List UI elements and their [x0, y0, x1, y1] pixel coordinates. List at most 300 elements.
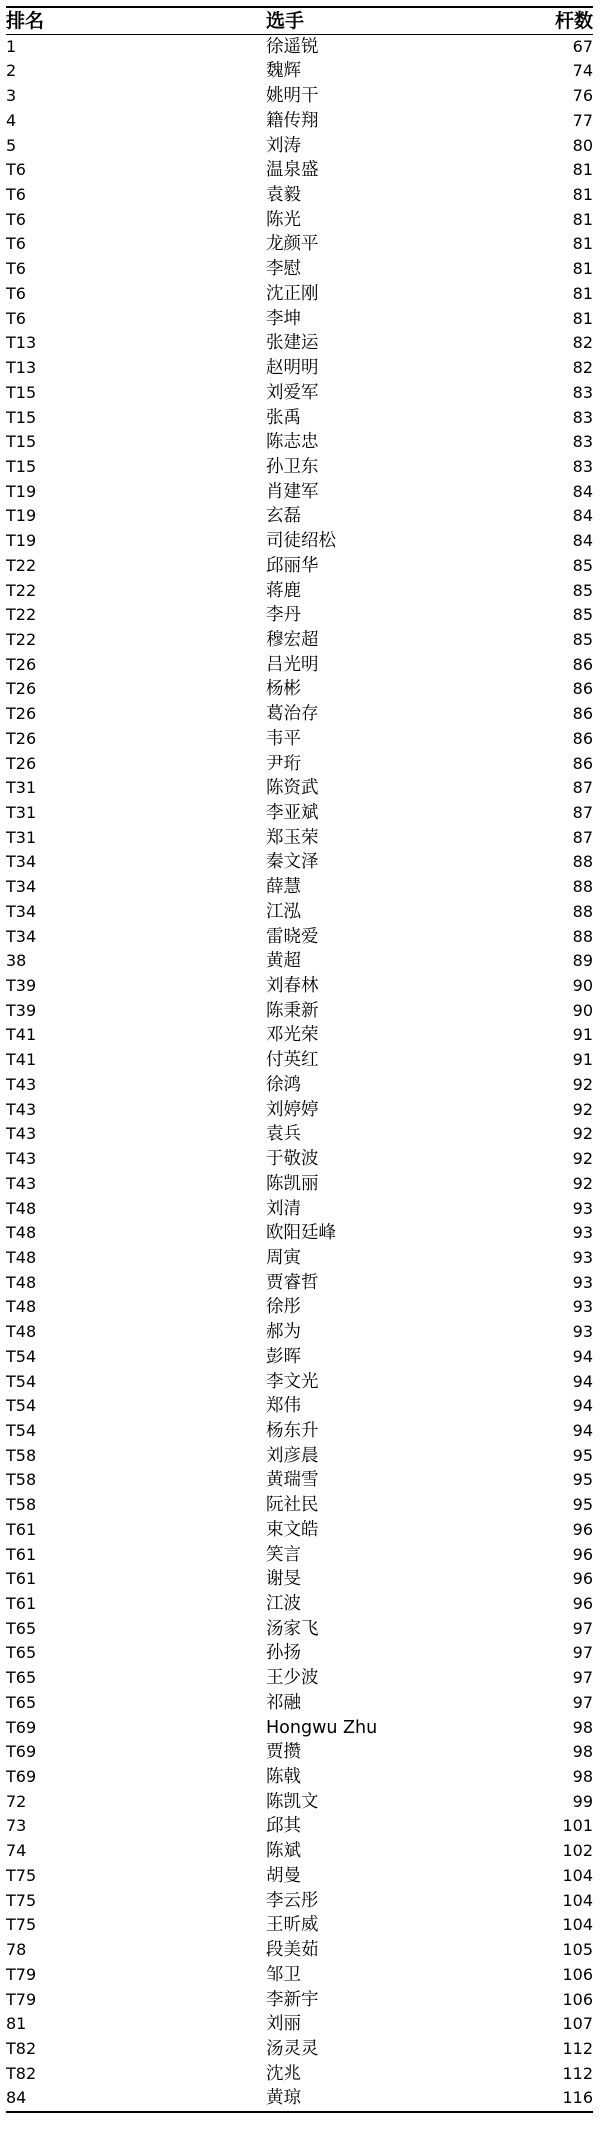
cell-rank: T48	[6, 1322, 37, 1342]
cell-rank: T39	[6, 1000, 37, 1020]
cell-rank: T15	[6, 456, 37, 476]
header-strokes: 杆数	[526, 9, 593, 34]
cell-rank: T6	[6, 259, 26, 279]
cell-player: 刘涛	[266, 135, 301, 156]
cell-strokes: 86	[572, 679, 593, 699]
table-row	[6, 1023, 593, 1048]
cell-player: 赵明明	[266, 358, 319, 379]
cell-rank: T58	[6, 1445, 37, 1465]
cell-player: 沈正刚	[266, 283, 319, 304]
table-row	[6, 752, 593, 777]
cell-player: 肖建军	[266, 481, 319, 502]
cell-rank: T26	[6, 704, 37, 724]
cell-strokes: 97	[572, 1668, 593, 1688]
table-row	[6, 1765, 593, 1790]
cell-strokes: 102	[562, 1841, 593, 1861]
table-row	[6, 1963, 593, 1988]
cell-strokes: 86	[572, 753, 593, 773]
table-row	[6, 875, 593, 900]
cell-player: 王少波	[266, 1668, 319, 1689]
cell-player: 李文光	[266, 1371, 319, 1392]
table-row	[6, 257, 593, 282]
table-row	[6, 1790, 593, 1815]
table-row	[6, 504, 593, 529]
cell-strokes: 81	[572, 259, 593, 279]
cell-player: 杨彬	[266, 679, 301, 700]
cell-player: 郑玉荣	[266, 827, 319, 848]
table-row	[6, 1641, 593, 1666]
cell-strokes: 86	[572, 654, 593, 674]
cell-strokes: 84	[572, 506, 593, 526]
cell-player: 黄瑞雪	[266, 1470, 319, 1491]
cell-strokes: 86	[572, 704, 593, 724]
cell-player: 束文皓	[266, 1519, 319, 1540]
table-row	[6, 1814, 593, 1839]
cell-player: 陈秉新	[266, 1000, 319, 1021]
table-row	[6, 1691, 593, 1716]
cell-rank: T15	[6, 382, 37, 402]
cell-player: 魏辉	[266, 61, 301, 82]
cell-rank: T65	[6, 1618, 37, 1638]
cell-strokes: 90	[572, 1000, 593, 1020]
table-row	[6, 134, 593, 159]
table-row	[6, 158, 593, 183]
cell-rank: T15	[6, 432, 37, 452]
table-row	[6, 1938, 593, 1963]
cell-strokes: 83	[572, 432, 593, 452]
cell-strokes: 81	[572, 160, 593, 180]
cell-strokes: 104	[562, 1865, 593, 1885]
table-row	[6, 999, 593, 1024]
table-row	[6, 925, 593, 950]
cell-rank: T43	[6, 1099, 37, 1119]
cell-player: 徐遥锐	[266, 36, 319, 57]
table-row	[6, 1468, 593, 1493]
cell-strokes: 99	[572, 1791, 593, 1811]
cell-player: 龙颜平	[266, 234, 319, 255]
cell-rank: T26	[6, 753, 37, 773]
cell-player: 杨东升	[266, 1420, 319, 1441]
table-row	[6, 900, 593, 925]
cell-player: 于敬波	[266, 1149, 319, 1170]
cell-rank: T48	[6, 1247, 37, 1267]
cell-player: 汤家飞	[266, 1618, 319, 1639]
cell-player: 胡曼	[266, 1865, 301, 1886]
table-row	[6, 1320, 593, 1345]
cell-rank: T41	[6, 1050, 37, 1070]
table-row	[6, 480, 593, 505]
cell-rank: 73	[6, 1816, 27, 1836]
cell-player: 彭晖	[266, 1346, 301, 1367]
cell-rank: T31	[6, 778, 37, 798]
table-row	[6, 1740, 593, 1765]
cell-player: 江波	[266, 1594, 301, 1614]
table-row	[6, 1271, 593, 1296]
cell-strokes: 92	[572, 1173, 593, 1193]
cell-player: 黄超	[266, 951, 301, 972]
cell-rank: T6	[6, 209, 26, 229]
cell-player: 陈凯文	[266, 1791, 319, 1812]
table-row	[6, 430, 593, 455]
cell-player: 王昕威	[266, 1915, 319, 1936]
cell-rank: T6	[6, 308, 26, 328]
table-row	[6, 307, 593, 332]
cell-player: 李亚斌	[266, 803, 319, 823]
cell-player: 刘婷婷	[266, 1099, 319, 1120]
cell-rank: T61	[6, 1569, 37, 1589]
cell-player: 司徒绍松	[266, 531, 336, 552]
cell-strokes: 105	[562, 1940, 593, 1960]
cell-strokes: 88	[572, 901, 593, 921]
cell-rank: 4	[6, 110, 17, 130]
cell-strokes: 94	[572, 1396, 593, 1416]
cell-rank: T43	[6, 1149, 37, 1169]
table-row	[6, 1394, 593, 1419]
cell-player: 姚明干	[266, 86, 319, 107]
cell-rank: T19	[6, 506, 37, 526]
table-row	[6, 1716, 593, 1741]
cell-strokes: 81	[572, 209, 593, 229]
cell-player: 付英红	[266, 1050, 319, 1071]
cell-rank: T43	[6, 1124, 37, 1144]
cell-player: 秦文泽	[266, 852, 319, 873]
cell-player: 沈兆	[266, 2063, 301, 2084]
cell-strokes: 90	[572, 976, 593, 996]
cell-rank: T58	[6, 1470, 37, 1490]
cell-strokes: 87	[572, 803, 593, 822]
cell-player: 尹珩	[266, 753, 301, 774]
cell-strokes: 85	[572, 580, 593, 600]
cell-strokes: 83	[572, 407, 593, 427]
table-row	[6, 603, 593, 628]
cell-strokes: 97	[572, 1643, 593, 1663]
table-row	[6, 653, 593, 678]
cell-strokes: 106	[562, 1989, 593, 2009]
table-row	[6, 1839, 593, 1864]
cell-rank: 78	[6, 1940, 27, 1960]
table-row	[6, 1419, 593, 1444]
table-row	[6, 554, 593, 579]
top-rule	[6, 6, 593, 8]
cell-player: 徐彤	[266, 1297, 301, 1318]
cell-rank: T22	[6, 580, 37, 600]
cell-rank: T26	[6, 679, 37, 699]
cell-strokes: 91	[572, 1025, 593, 1045]
table-row	[6, 826, 593, 851]
cell-rank: 3	[6, 86, 17, 106]
cell-player: 笑言	[266, 1544, 301, 1565]
cell-strokes: 95	[572, 1495, 593, 1515]
cell-player: 陈戟	[266, 1767, 301, 1788]
table-row	[6, 949, 593, 974]
cell-strokes: 81	[572, 234, 593, 254]
cell-player: 谢旻	[266, 1569, 301, 1590]
cell-rank: T22	[6, 555, 37, 575]
cell-strokes: 67	[572, 36, 593, 56]
cell-rank: T61	[6, 1544, 37, 1564]
table-row	[6, 776, 593, 801]
cell-rank: T75	[6, 1865, 37, 1885]
cell-rank: T22	[6, 629, 37, 649]
table-row	[6, 1617, 593, 1642]
cell-rank: T61	[6, 1519, 37, 1539]
cell-strokes: 92	[572, 1124, 593, 1144]
cell-rank: T6	[6, 185, 26, 205]
cell-player: 孙卫东	[266, 456, 319, 477]
cell-player: 陈斌	[266, 1841, 301, 1862]
table-row	[6, 183, 593, 208]
cell-player: 阮社民	[266, 1495, 319, 1516]
cell-player: 陈资武	[266, 778, 319, 799]
cell-rank: T19	[6, 531, 37, 551]
cell-strokes: 80	[572, 135, 593, 155]
table-row	[6, 850, 593, 875]
cell-rank: T54	[6, 1346, 37, 1366]
table-row	[6, 1543, 593, 1568]
cell-player: 贾睿哲	[266, 1272, 319, 1293]
table-row	[6, 1221, 593, 1246]
table-row	[6, 34, 593, 59]
cell-player: 汤灵灵	[266, 2038, 319, 2059]
cell-player: 欧阳廷峰	[266, 1223, 336, 1244]
cell-player: Hongwu Zhu	[266, 1717, 378, 1738]
cell-strokes: 88	[572, 852, 593, 872]
cell-player: 张建运	[266, 333, 319, 354]
cell-player: 陈光	[266, 209, 301, 230]
cell-strokes: 82	[572, 333, 593, 353]
cell-rank: T41	[6, 1025, 37, 1045]
cell-player: 薛慧	[266, 877, 301, 898]
table-row	[6, 1345, 593, 1370]
cell-strokes: 94	[572, 1371, 593, 1391]
cell-player: 李新宇	[266, 1989, 319, 2010]
cell-strokes: 104	[562, 1890, 593, 1910]
cell-strokes: 92	[572, 1099, 593, 1119]
table-row	[6, 1197, 593, 1222]
cell-strokes: 112	[562, 2038, 593, 2058]
cell-rank: T48	[6, 1223, 37, 1243]
table-row	[6, 1913, 593, 1938]
cell-strokes: 97	[572, 1618, 593, 1638]
cell-strokes: 82	[572, 358, 593, 378]
cell-player: 玄磊	[266, 506, 301, 527]
table-row	[6, 529, 593, 554]
cell-strokes: 85	[572, 629, 593, 649]
table-row	[6, 2037, 593, 2062]
cell-player: 刘丽	[266, 2014, 301, 2035]
table-row	[6, 331, 593, 356]
cell-strokes: 95	[572, 1445, 593, 1465]
cell-player: 邱其	[266, 1816, 301, 1837]
cell-rank: T22	[6, 605, 37, 625]
cell-rank: T48	[6, 1272, 37, 1292]
cell-player: 祁融	[266, 1692, 301, 1713]
table-row	[6, 1073, 593, 1098]
cell-player: 邱丽华	[266, 555, 319, 576]
cell-player: 孙扬	[266, 1643, 301, 1664]
cell-rank: T34	[6, 901, 37, 921]
table-row	[6, 579, 593, 604]
cell-player: 陈志忠	[266, 432, 319, 453]
table-row	[6, 1592, 593, 1617]
cell-player: 李丹	[266, 605, 301, 626]
cell-rank: 38	[6, 951, 27, 971]
cell-rank: 74	[6, 1841, 27, 1861]
cell-rank: T26	[6, 728, 37, 748]
cell-rank: T34	[6, 877, 37, 897]
table-row	[6, 677, 593, 702]
cell-player: 邓光荣	[266, 1025, 319, 1046]
table-row	[6, 2012, 593, 2037]
table-row	[6, 1048, 593, 1073]
cell-player: 雷晓爱	[266, 926, 319, 947]
table-row	[6, 381, 593, 406]
cell-strokes: 96	[572, 1569, 593, 1589]
cell-rank: T82	[6, 2038, 37, 2058]
cell-strokes: 93	[572, 1223, 593, 1243]
cell-rank: T82	[6, 2063, 37, 2083]
table-row	[6, 1889, 593, 1914]
cell-strokes: 83	[572, 456, 593, 476]
cell-rank: T31	[6, 803, 37, 822]
cell-rank: T75	[6, 1915, 37, 1935]
table-row	[6, 2062, 593, 2087]
cell-rank: 5	[6, 135, 17, 155]
table-row	[6, 282, 593, 307]
table-row	[6, 801, 593, 826]
cell-rank: T58	[6, 1495, 37, 1515]
table-row	[6, 1147, 593, 1172]
table-row	[6, 232, 593, 257]
header-player: 选手	[266, 9, 526, 34]
table-row	[6, 628, 593, 653]
cell-player: 周寅	[266, 1247, 301, 1268]
cell-rank: T34	[6, 926, 37, 946]
cell-player: 籍传翔	[266, 110, 319, 131]
cell-strokes: 88	[572, 877, 593, 897]
cell-strokes: 98	[572, 1717, 593, 1737]
cell-rank: T69	[6, 1742, 37, 1762]
cell-player: 郝为	[266, 1322, 301, 1343]
table-row	[6, 2086, 593, 2112]
cell-rank: T26	[6, 654, 37, 674]
table-row	[6, 1864, 593, 1889]
table-row	[6, 109, 593, 134]
results-table	[6, 9, 593, 2113]
table-row	[6, 1122, 593, 1147]
cell-strokes: 81	[572, 185, 593, 205]
table-row	[6, 59, 593, 84]
cell-strokes: 95	[572, 1470, 593, 1490]
cell-strokes: 85	[572, 605, 593, 625]
cell-player: 江泓	[266, 901, 301, 922]
cell-rank: T65	[6, 1643, 37, 1663]
table-body	[6, 34, 593, 2112]
cell-strokes: 93	[572, 1297, 593, 1317]
cell-rank: T75	[6, 1890, 37, 1910]
cell-rank: T69	[6, 1717, 37, 1737]
cell-strokes: 96	[572, 1544, 593, 1564]
cell-rank: 84	[6, 2086, 266, 2112]
cell-rank: T34	[6, 852, 37, 872]
cell-rank: 1	[6, 36, 17, 56]
table-row	[6, 208, 593, 233]
table-row	[6, 1567, 593, 1592]
cell-rank: T43	[6, 1074, 37, 1094]
cell-strokes: 88	[572, 926, 593, 946]
cell-rank: T79	[6, 1964, 37, 1984]
cell-rank: 2	[6, 61, 17, 81]
cell-strokes: 96	[572, 1519, 593, 1539]
cell-player: 刘爱军	[266, 382, 319, 403]
cell-rank: T61	[6, 1594, 37, 1613]
cell-rank: T19	[6, 481, 37, 501]
cell-player: 葛治存	[266, 704, 319, 725]
table-row	[6, 1988, 593, 2013]
table-row	[6, 1444, 593, 1469]
cell-player: 蒋鹿	[266, 580, 301, 601]
table-row	[6, 356, 593, 381]
cell-strokes: 92	[572, 1149, 593, 1169]
cell-rank: T48	[6, 1198, 37, 1218]
cell-rank: T6	[6, 160, 26, 180]
header-rank: 排名	[6, 9, 266, 34]
table-row	[6, 1493, 593, 1518]
cell-strokes: 104	[562, 1915, 593, 1935]
cell-strokes: 106	[562, 1964, 593, 1984]
cell-rank: T6	[6, 283, 26, 303]
table-row	[6, 84, 593, 109]
cell-rank: T13	[6, 333, 37, 353]
table-row	[6, 1172, 593, 1197]
table-row	[6, 727, 593, 752]
cell-strokes: 81	[572, 308, 593, 328]
cell-player: 贾攒	[266, 1742, 301, 1763]
cell-rank: 81	[6, 2014, 27, 2034]
cell-player: 刘清	[266, 1198, 301, 1219]
cell-strokes: 89	[572, 951, 593, 971]
table-row	[6, 1098, 593, 1123]
cell-player: 黄琼	[266, 2086, 526, 2112]
cell-strokes: 116	[526, 2086, 593, 2112]
cell-strokes: 98	[572, 1742, 593, 1762]
cell-strokes: 86	[572, 728, 593, 748]
cell-player: 袁兵	[266, 1124, 301, 1145]
cell-player: 温泉盛	[266, 160, 319, 181]
cell-player: 吕光明	[266, 654, 319, 675]
cell-player: 穆宏超	[266, 629, 319, 650]
cell-player: 李慰	[266, 259, 301, 280]
cell-rank: T13	[6, 358, 37, 378]
cell-strokes: 91	[572, 1050, 593, 1070]
cell-rank: T48	[6, 1297, 37, 1317]
cell-strokes: 94	[572, 1420, 593, 1440]
cell-strokes: 84	[572, 481, 593, 501]
cell-rank: T65	[6, 1692, 37, 1712]
cell-player: 徐鸿	[266, 1074, 301, 1095]
cell-strokes: 94	[572, 1346, 593, 1366]
cell-rank: T65	[6, 1668, 37, 1688]
table-row	[6, 1370, 593, 1395]
cell-player: 段美茹	[266, 1940, 319, 1961]
cell-strokes: 93	[572, 1198, 593, 1218]
cell-rank: T79	[6, 1989, 37, 2009]
cell-player: 邹卫	[266, 1964, 301, 1985]
cell-strokes: 112	[562, 2063, 593, 2083]
cell-strokes: 85	[572, 555, 593, 575]
cell-player: 郑伟	[266, 1396, 301, 1417]
cell-rank: T39	[6, 976, 37, 996]
